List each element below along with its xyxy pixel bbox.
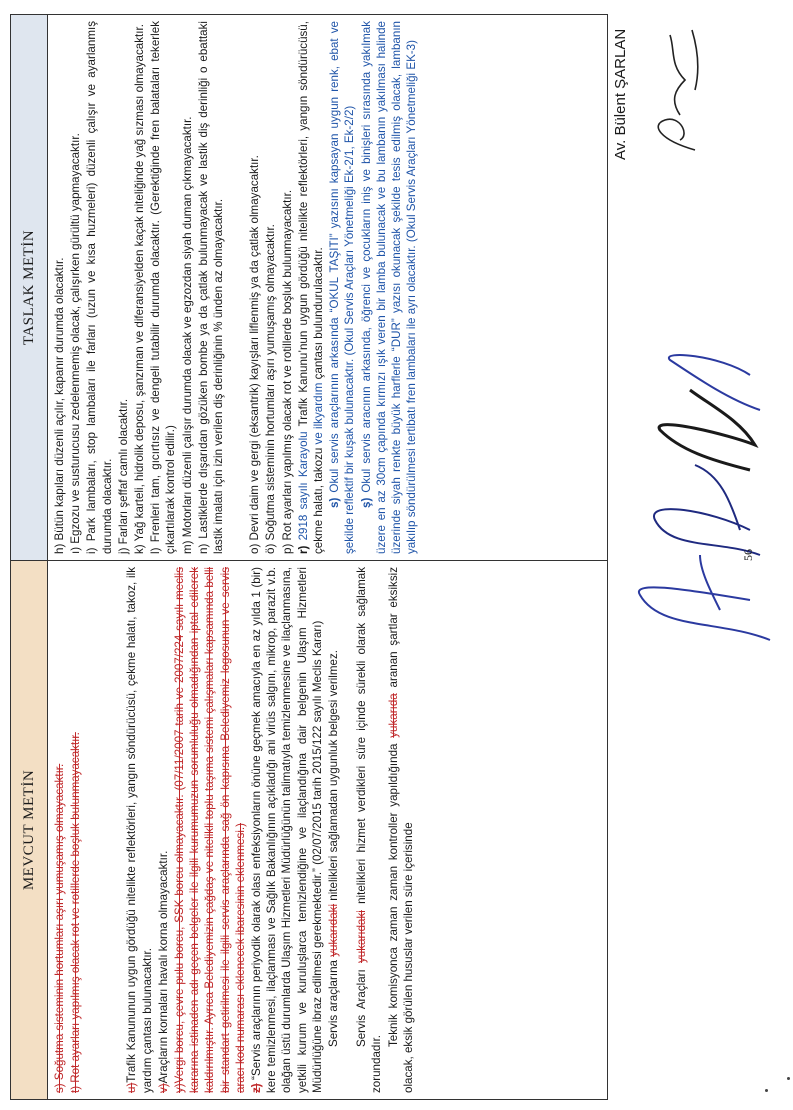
item-v: v)Araçların kornaları havalı korna olmayacaktır.	[156, 850, 170, 1093]
item-s2-new: ş) Okul servis aracının arkasında, öğrenci ve çocukların iniş ve binişleri sırasında yakılmak üzere en az 30cm çapında kırmızı ışık veren bir lamba bulunacak ve bu lambanın yakılması halinde üzerinde siyah renkte büyük harflerle “DUR” yazısı okunacak şekilde tesis edilmiş olacak, lambanın yakılıp söndürülmesi tertibatı fren lambaları ile ayrı olacaktır. (Okul Servis Araçları Yönetmeliği EK-3)	[359, 21, 419, 554]
page-number: 56	[741, 549, 755, 561]
comparison-table	[10, 14, 608, 1100]
item-h: h) Bütün kapıları düzenli açılır, kapanır durumda olacaktır.	[53, 257, 66, 554]
committee-signatures	[600, 340, 790, 650]
current-text-header: MEVCUT METİN	[11, 561, 48, 1099]
scan-dot	[765, 1089, 768, 1092]
item-s: s) Soğutma sisteminin hortumları aşırı yumuşamış olmayacaktır.	[53, 763, 66, 1093]
item-i: ı) Egzozu ve susturucusu zedelenmemiş olacak, çalışırken gürültü yapmayacaktır.	[69, 133, 83, 554]
item-o2: ö) Soğutma sisteminin hortumları aşırı yumuşamış olmayacaktır.	[264, 224, 278, 554]
item-z: z) “Servis araçlarının periyodik olarak olası enfeksiyonların önüne geçmek amacıyla en az yılda 1 (bir) kere temizlenmesi, ilaçlanması ve Sağlık Bakanlığının açıkladığı ani virüs salgını, mikrop, parazit v.b. olağan üstü durumlarda Ulaşım Hizmetleri Müdürlüğünün talimatıyla temizlenmesine ve ilaçlanmasına, yetkili kurum ve kuruluşlarca temizlendiğine ve ilaçlandığına dair belgenin Ulaşım Hizmetleri Müdürlüğüne ibraz edilmesi gerekmektedir.” (02/07/2015 tarih 2015/122 sayılı Meclis Kararı)	[250, 567, 324, 1093]
current-text-column	[11, 560, 607, 1099]
item-p: p) Rot ayarları yapılmış olacak rot ve rotillerde boşluk bulunmayacaktır.	[280, 189, 294, 554]
item-o: o) Devri daim ve gergi (eksantrik) kayışları liflenmiş ya da çatlak olmayacaktır.	[248, 155, 262, 554]
draft-text-content	[48, 15, 419, 560]
item-i2: i) Park lambaları, stop lambaları ile farları (uzun ve kısa huzmeleri) düzenli çalışır ve ayarlanmış durumda olacaktır.	[85, 21, 114, 554]
draft-text-column	[11, 15, 607, 560]
item-l: l) Frenleri tam, gıcırtısız ve dengeli tutabilir durumda olacaktır. (Gerektiğinde fren balataları tekerlek çıkartılarak kontrol edilir.)	[149, 21, 178, 554]
signer-name: Av. Bülent ŞARLAN	[612, 28, 629, 160]
paragraph-service: Servis Araçları yukarıdaki nitelikleri hizmet verdikleri süre içinde sürekli olarak sağlamak zorundadır.	[355, 567, 384, 1093]
item-k: k) Yağ karteli, hidrolik deposu, şanzıman ve diferansiyelden kaçak niteliğinde yağ sızması olmayacaktır.	[133, 24, 147, 554]
item-t: t) Rot ayarları yapılmış olacak rot ve rotillerde boşluk bulunmayacaktır.	[69, 732, 83, 1093]
item-s-new: s) Okul servis araçlarının arkasında “OKUL TAŞITI” yazısını kapsayan uygun renk, ebat ve şekilde reflektif bir kuşak bulunacaktır. (Okul Servis Araçları Yönetmeliği Ek-2/1, Ek-2/2)	[328, 21, 357, 554]
paragraph-license: Servis araçlarına yukarıdaki nitelikleri sağlamadan uygunluk belgesi verilmez.	[327, 650, 341, 1047]
item-y: y)Vergi borcu, çevre pulu borcu, SSK borcu olmayacaktır. (07/11/2007 tarih ve 2007/224 sayılı meclis kararına istinaden adı geçen belgeler ile ilgili kurumumuzun sorumluluğu olmadığından iptal edilerek kaldırılmıştır. Ayrıca Belediyemizin çağdaş ve nitelikli toplu taşıma sistemi çalışmaları kapsamında belli bir standart getirilmesi ile ilgili servis araçlarında sağ ön kapısına Belediyemiz logosunun ve servis aracı kod numarası eklenecek ibaresinin eklenmesi.)	[173, 567, 247, 1093]
item-j: j) Farları şeffaf camlı olacaktır.	[116, 398, 130, 554]
item-m: m) Motorları düzenli çalışır durumda olacak ve egzozdan siyah duman çıkmayacaktır.	[180, 116, 194, 554]
signer-signature	[640, 20, 710, 160]
scan-dot	[787, 1077, 790, 1080]
draft-text-header: TASLAK METİN	[11, 15, 48, 560]
item-u: u)Trafik Kanununun uygun gördüğü nitelikte reflektörleri, yangın söndürücüsü, çekme halatı, takoz, ilk yardım çantası bulunacaktır.	[125, 567, 154, 1093]
current-text-content	[48, 561, 416, 1099]
item-r: r) 2918 sayılı Karayolu Trafik Kanunu’nun uygun gördüğü nitelikte reflektörleri, yangın söndürücüsü, çekme halatı, takozu ve ilkyardım çantası bulundurulacaktır.	[296, 21, 326, 554]
item-n: n) Lastiklerde dışarıdan gözüken bombe ya da çatlak bulunmayacak ve lastik diş derinliği o ebattaki lastik imalatı için izin verilen diş derinliğinin % ünden az olmayacaktır.	[196, 21, 226, 554]
paragraph-commission: Teknik komisyonca zaman zaman kontroller yapıldığında yukarıda aranan şartlar eksiksiz olacak, eksik görülen hususlar verilen süre içerisinde	[386, 567, 415, 1093]
